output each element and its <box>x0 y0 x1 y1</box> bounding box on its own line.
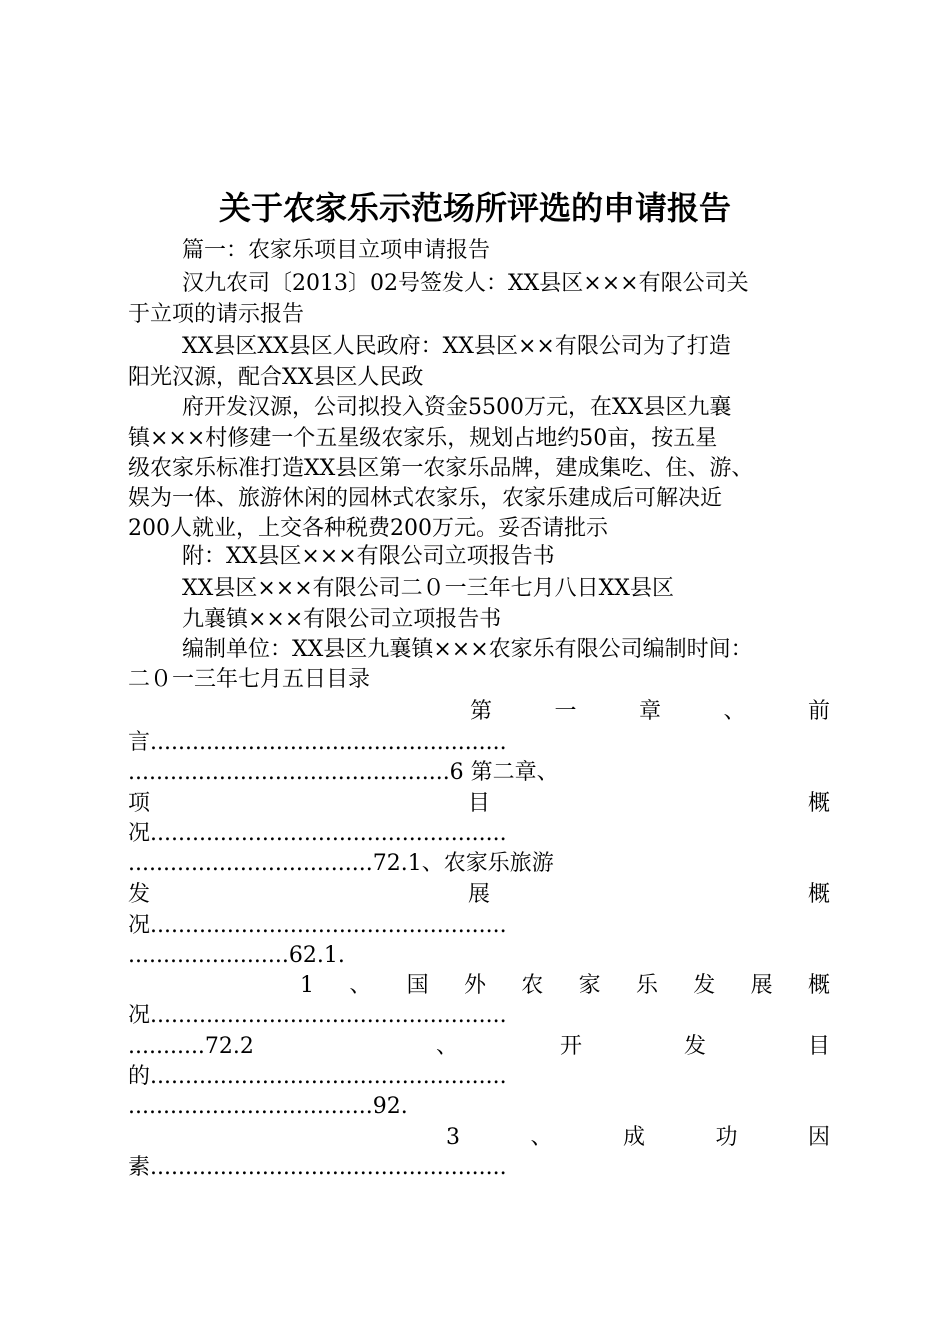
toc-char: 概 <box>807 882 830 907</box>
paragraph-line: XX县区XX县区人民政府：XX县区××有限公司为了打造 <box>182 334 731 359</box>
toc-char: 、 <box>349 973 372 998</box>
toc-char: 国 <box>406 973 429 998</box>
paragraph-line: 于立项的请示报告 <box>128 302 305 327</box>
toc-line: 言................................................... <box>128 730 507 755</box>
toc-line <box>128 879 830 910</box>
toc-char: 发 <box>683 1034 706 1059</box>
toc-char: 3 <box>446 1125 460 1150</box>
toc-line: ...................................92. <box>128 1094 408 1119</box>
paragraph-line: 阳光汉源，配合XX县区人民政 <box>128 365 424 390</box>
toc-char: 概 <box>807 973 830 998</box>
paragraph-line: 府开发汉源，公司拟投入资金5500万元，在XX县区九襄 <box>182 395 732 420</box>
toc-line: ..............................................6 第二章、 <box>128 760 559 785</box>
toc-char: 项 <box>128 791 151 816</box>
toc-char: 展 <box>750 973 773 998</box>
toc-char: 发 <box>693 973 716 998</box>
toc-char: 第 <box>470 699 493 724</box>
paragraph-line: 镇×××村修建一个五星级农家乐，规划占地约50亩，按五星 <box>128 426 718 451</box>
toc-line <box>300 970 830 1001</box>
toc-line: 况................................................... <box>128 913 507 938</box>
toc-line: 况................................................... <box>128 821 507 846</box>
toc-char: 展 <box>467 882 490 907</box>
toc-char: 发 <box>128 882 151 907</box>
toc-char: 一 <box>554 699 577 724</box>
paragraph-line: 汉九农司〔2013〕02号签发人：XX县区×××有限公司关 <box>182 271 749 296</box>
paragraph-line: 附：XX县区×××有限公司立项报告书 <box>182 544 555 569</box>
toc-line: .......................62.1. <box>128 943 345 968</box>
toc-char: 概 <box>807 791 830 816</box>
toc-char: 、 <box>436 1034 459 1059</box>
toc-line: ...........72.2 <box>128 1034 254 1059</box>
toc-char: 目 <box>467 791 490 816</box>
paragraph-line: 九襄镇×××有限公司立项报告书 <box>182 607 502 632</box>
paragraph-line: 编制单位：XX县区九襄镇×××农家乐有限公司编制时间： <box>182 637 753 662</box>
toc-line <box>436 1031 830 1062</box>
toc-line <box>128 788 830 819</box>
toc-line: 的................................................... <box>128 1064 507 1089</box>
toc-char: 1 <box>300 973 314 998</box>
toc-char: 家 <box>578 973 601 998</box>
toc-char: 外 <box>463 973 486 998</box>
toc-char: 农 <box>521 973 544 998</box>
toc-line: 素................................................... <box>128 1155 507 1180</box>
toc-char: 章 <box>638 699 661 724</box>
toc-line <box>470 696 830 727</box>
paragraph-line: 娱为一体、旅游休闲的园林式农家乐，农家乐建成后可解决近 <box>128 486 723 511</box>
toc-char: 、 <box>723 699 746 724</box>
paragraph-line: XX县区×××有限公司二０一三年七月八日XX县区 <box>182 576 674 601</box>
toc-line: ...................................72.1、农家乐旅游 <box>128 851 554 876</box>
document-title: 关于农家乐示范场所评选的申请报告 <box>218 189 731 227</box>
toc-char: 目 <box>807 1034 830 1059</box>
paragraph-line: 二０一三年七月五日目录 <box>128 667 371 692</box>
toc-char: 前 <box>807 699 830 724</box>
paragraph-line: 200人就业，上交各种税费200万元。妥否请批示 <box>128 516 608 541</box>
toc-char: 乐 <box>635 973 658 998</box>
toc-char: 、 <box>530 1125 553 1150</box>
paragraph-line: 篇一：农家乐项目立项申请报告 <box>182 238 491 263</box>
toc-char: 因 <box>807 1125 830 1150</box>
toc-line: 况................................................... <box>128 1003 507 1028</box>
toc-line <box>446 1122 830 1153</box>
toc-char: 开 <box>559 1034 582 1059</box>
toc-char: 成 <box>622 1125 645 1150</box>
paragraph-line: 级农家乐标准打造XX县区第一农家乐品牌，建成集吃、住、游、 <box>128 456 754 481</box>
toc-char: 功 <box>715 1125 738 1150</box>
